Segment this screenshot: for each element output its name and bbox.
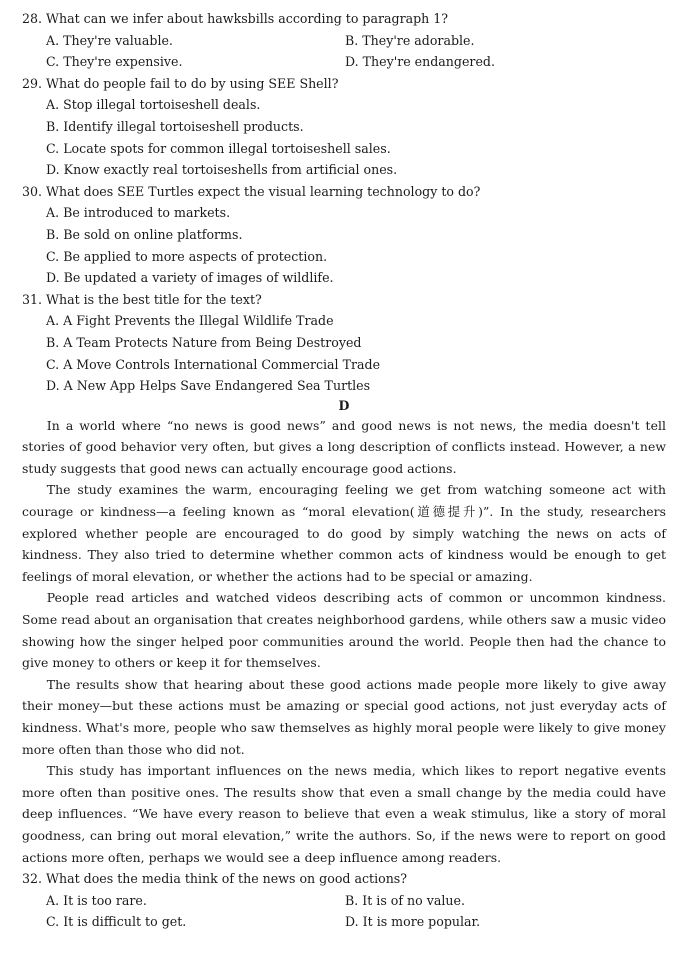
option-d: D. It is more popular. (345, 914, 481, 930)
option-d: D. They're endangered. (345, 54, 495, 70)
question-stem: 32. What does the media think of the news on good actions? (22, 871, 408, 887)
option-c: C. It is difficult to get. (46, 914, 187, 930)
question-stem: 31. What is the best title for the text? (22, 291, 262, 307)
option-b: B. A Team Protects Nature from Being Destroyed (46, 334, 362, 350)
option-d: D. Know exactly real tortoiseshells from artificial ones. (46, 162, 398, 178)
question-30 (22, 181, 666, 289)
passage-paragraph: The results show that hearing about these good actions made people more likely to give away their money—but these actions must be amazing or special good actions, not just everyday acts of kindness. What's more, people who saw themselves as highly moral people were likely to give money more often than those who did not. (22, 676, 666, 757)
question-stem: 28. What can we infer about hawksbills according to paragraph 1? (22, 11, 449, 26)
option-c: C. Locate spots for common illegal tortoiseshell sales. (46, 140, 391, 156)
option-b: B. Be sold on online platforms. (46, 226, 243, 242)
option-row (22, 890, 666, 912)
option-a: A. Be introduced to markets. (46, 205, 231, 221)
option-row (22, 911, 666, 933)
option-a: A. It is too rare. (46, 892, 147, 908)
option-a: A. A Fight Prevents the Illegal Wildlife Trade (46, 313, 334, 329)
option-b: B. It is of no value. (345, 892, 465, 908)
option-c: C. Be applied to more aspects of protection. (46, 248, 328, 264)
question-29 (22, 73, 666, 181)
option-d: D. Be updated a variety of images of wildlife. (46, 270, 334, 286)
question-stem: 29. What do people fail to do by using SEE Shell? (22, 75, 339, 91)
question-32 (22, 868, 666, 933)
passage-paragraph: This study has important influences on the news media, which likes to report negative events more often than positive ones. The results show that even a small change by the media could have deep influences. “We have every reason to believe that even a weak stimulus, like a story of moral goodness, can bring out moral elevation,” write the authors. So, if the news were to report on good actions more often, perhaps we would see a deep influence among readers. (22, 763, 666, 865)
option-a: A. They're valuable. (46, 32, 173, 48)
passage-title: D (338, 397, 350, 413)
option-c: C. They're expensive. (46, 54, 183, 70)
question-stem: 30. What does SEE Turtles expect the visual learning technology to do? (22, 183, 481, 199)
question-28 (22, 8, 666, 73)
passage-paragraph: In a world where “no news is good news” and good news is not news, the media doesn't tell stories of good behavior very often, but gives a long description of conflicts instead. However, a new study suggests that good news can actually encourage good actions. (22, 417, 666, 476)
passage-paragraph: The study examines the warm, encouraging feeling we get from watching someone act with courage or kindness—a feeling known as “moral elevation(道德提升)”. In the study, researchers explored whether people are encouraged to do good by simply watching the news on acts of kindness. They also tried to determine whether common acts of kindness would be enough to get feelings of moral elevation, or whether the actions had to be special or amazing. (22, 482, 666, 584)
question-31 (22, 289, 666, 397)
option-row (22, 51, 666, 73)
passage-paragraph: People read articles and watched videos describing acts of common or uncommon kindness. Some read about an organisation that creates neighborhood gardens, while others saw a music video showing how the singer helped poor communities around the world. People then had the chance to give money to others or keep it for themselves. (22, 590, 666, 671)
option-c: C. A Move Controls International Commercial Trade (46, 356, 381, 372)
option-row (22, 30, 666, 52)
option-a: A. Stop illegal tortoiseshell deals. (46, 97, 261, 113)
option-b: B. They're adorable. (345, 32, 475, 48)
option-b: B. Identify illegal tortoiseshell products. (46, 118, 304, 134)
option-d: D. A New App Helps Save Endangered Sea Turtles (46, 378, 371, 394)
